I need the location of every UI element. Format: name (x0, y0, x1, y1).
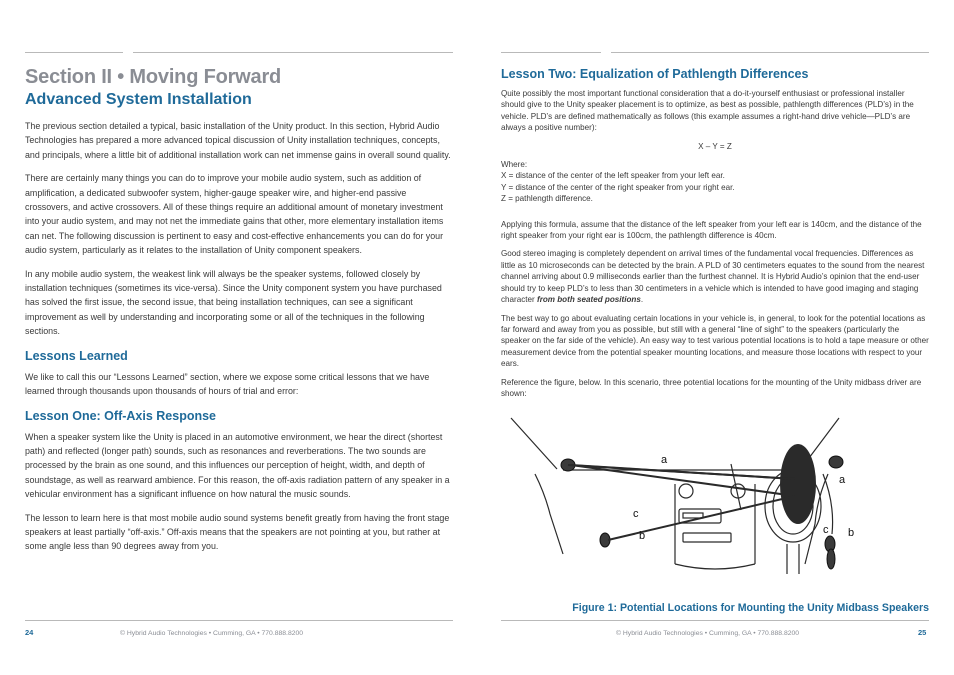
lesson-two-paragraph-2: Applying this formula, assume that the distance of the left speaker from your left ear is 140cm, and the distance of the right speaker from your right ear is 100cm, the pathlength difference is 40cm. (501, 219, 922, 241)
definition-z: Z = pathlength difference. (501, 194, 593, 204)
definition-x: X = distance of the center of the left speaker from your left ear. (501, 171, 725, 181)
lesson-two-paragraph-4: The best way to go about evaluating certain locations in your vehicle is, in general, to look for the potential locations as far forward and away from you as possible, but still with a general “line of sight” to the speakers (particularly the speaker on the far side of the vehicle). An easy way to test various potential locations is to hold a tape measure or other measurement device from the potential speaker mounting locations, and measure those locations with respect to your ears. (501, 313, 929, 369)
right-page-column (501, 66, 929, 406)
paragraph-3-end: . (640, 295, 644, 305)
left-center-vent (679, 484, 693, 498)
lesson-one-paragraph-1: When a speaker system like the Unity is placed in an automotive environment, we hear the direct (shortest path) and reflected (longer path) sounds, such as resonances and reverberations. The two sounds are processed by the brain as one sound, and this influences our perception of height, width, and depth of soundstage, as well as rearward ambience. For this reason, the off-axis radiation pattern of any speaker in a vehicular environment has a significant influence on how natural the music sounds. (25, 431, 450, 500)
footer-rule-left (25, 620, 453, 621)
label-b-right: b (848, 527, 855, 539)
intro-paragraph-3: In any mobile audio system, the weakest link will always be the speaker systems, followed closely by installation techniques (sometimes its vice-versa). Since the Unity component system you have purchased has solved the first issue, the second issue, that being installation techniques, can see a significant improvement as well by understanding and incorporating some or all of the techniques in the following sections. (25, 268, 442, 337)
lesson-two-paragraph-5: Reference the figure, below. In this scenario, three potential locations for the mounting of the Unity midbass driver are shown: (501, 377, 922, 398)
figure-caption: Figure 1: Potential Locations for Mounting the Unity Midbass Speakers (572, 602, 929, 614)
lessons-learned-paragraph: We like to call this our “Lessons Learned” section, where we expose some critical lessons that we have learned through thousands upon thousands of hours of trial and error: (25, 371, 430, 397)
header-rule-left-long (133, 52, 453, 53)
lesson-one-paragraph-2: The lesson to learn here is that most mobile audio sound systems benefit greatly from having the front stage speakers at least partially “off-axis.” Off-axis means that the speakers are not pointing at you, but rather at some angle less than 90 degrees away from you. (25, 512, 450, 552)
paragraph-3-main-text: Good stereo imaging is completely dependent on arrival times of the fundamental vocal frequencies. Differences as little as 10 microseconds can be detected by the brain. A PLD of 30 centimeters equates to the sound from the nearest channel arriving about 0.9 milliseconds earlier than the furthest channel. It is Hybrid Audio’s opinion that the end-user should try to keep PLD’s to less than 30 centimeters in a vehicle which is intended to have good imaging and staging character (501, 249, 925, 305)
header-rule-right-short (501, 52, 601, 53)
where-label: Where: (501, 160, 528, 170)
label-c-left: c (633, 508, 639, 520)
lesson-one-heading: Lesson One: Off-Axis Response (25, 408, 217, 423)
left-footer: © Hybrid Audio Technologies • Cumming, GA • 770.888.8200 (120, 630, 304, 637)
pld-formula: X – Y = Z (698, 141, 732, 151)
paragraph-3-emphasis: from both seated positions (537, 295, 641, 305)
left-page-number: 24 (25, 628, 34, 637)
right-speaker-b (827, 549, 835, 569)
climate-panel (683, 533, 731, 542)
right-page-number: 25 (918, 628, 927, 637)
footer-rule-right (501, 620, 929, 621)
section-subtitle: Advanced System Installation (25, 91, 252, 108)
right-speaker-a (829, 456, 843, 468)
lesson-two-paragraph-3 (501, 248, 929, 305)
label-b-left: b (639, 530, 646, 542)
section-title: Section II • Moving Forward (25, 66, 282, 88)
intro-paragraph-1: The previous section detailed a typical, basic installation of the Unity product. In this section, Hybrid Audio Technologies has prepared a more advanced topical discussion of Unity installation techniques, concepts, and principals, where a little bit of additional installation work can net immense gains in overall sound quality. (25, 121, 451, 160)
lesson-two-paragraph-1: Quite possibly the most important functional consideration that a do-it-yourself enthusiast or professional installer should give to the Unity speaker placement is to optimize, as best as possible, pathlength differences (PLD’s) in the vehicle. PLD’s are defined mathematically as follows (this example assumes a right-hand drive vehicle—PLD’s are always a positive number): (501, 89, 914, 133)
label-a-right: a (839, 474, 846, 486)
left-page-column (25, 66, 453, 563)
driver-head (780, 444, 816, 524)
right-footer: © Hybrid Audio Technologies • Cumming, GA • 770.888.8200 (616, 630, 800, 637)
definition-y: Y = distance of the center of the right speaker from your right ear. (501, 182, 735, 192)
intro-paragraph-2: There are certainly many things you can do to improve your mobile audio system, such as addition of amplification, a dedicated subwoofer system, higher-gauge speaker wire, and higher-end passive crossovers, and active crossovers. All of these things require an additional amount of monetary investment into your audio system, and may not net the immediate gains that other, more elementary installation items can net. The following discussion is pertinent to easy and cost-effective enhancements you can do for your audio system, particularly as it relates to the installation of Unity component speakers. (25, 173, 444, 256)
lessons-learned-heading: Lessons Learned (25, 348, 128, 363)
label-c-right: c (823, 524, 829, 536)
left-a-pillar (511, 418, 557, 469)
header-rule-left-short (25, 52, 123, 53)
header-rule-right-long (611, 52, 929, 53)
speaker-location-diagram (505, 414, 855, 586)
label-a-left: a (661, 454, 668, 466)
lesson-two-heading: Lesson Two: Equalization of Pathlength Differences (501, 67, 809, 81)
